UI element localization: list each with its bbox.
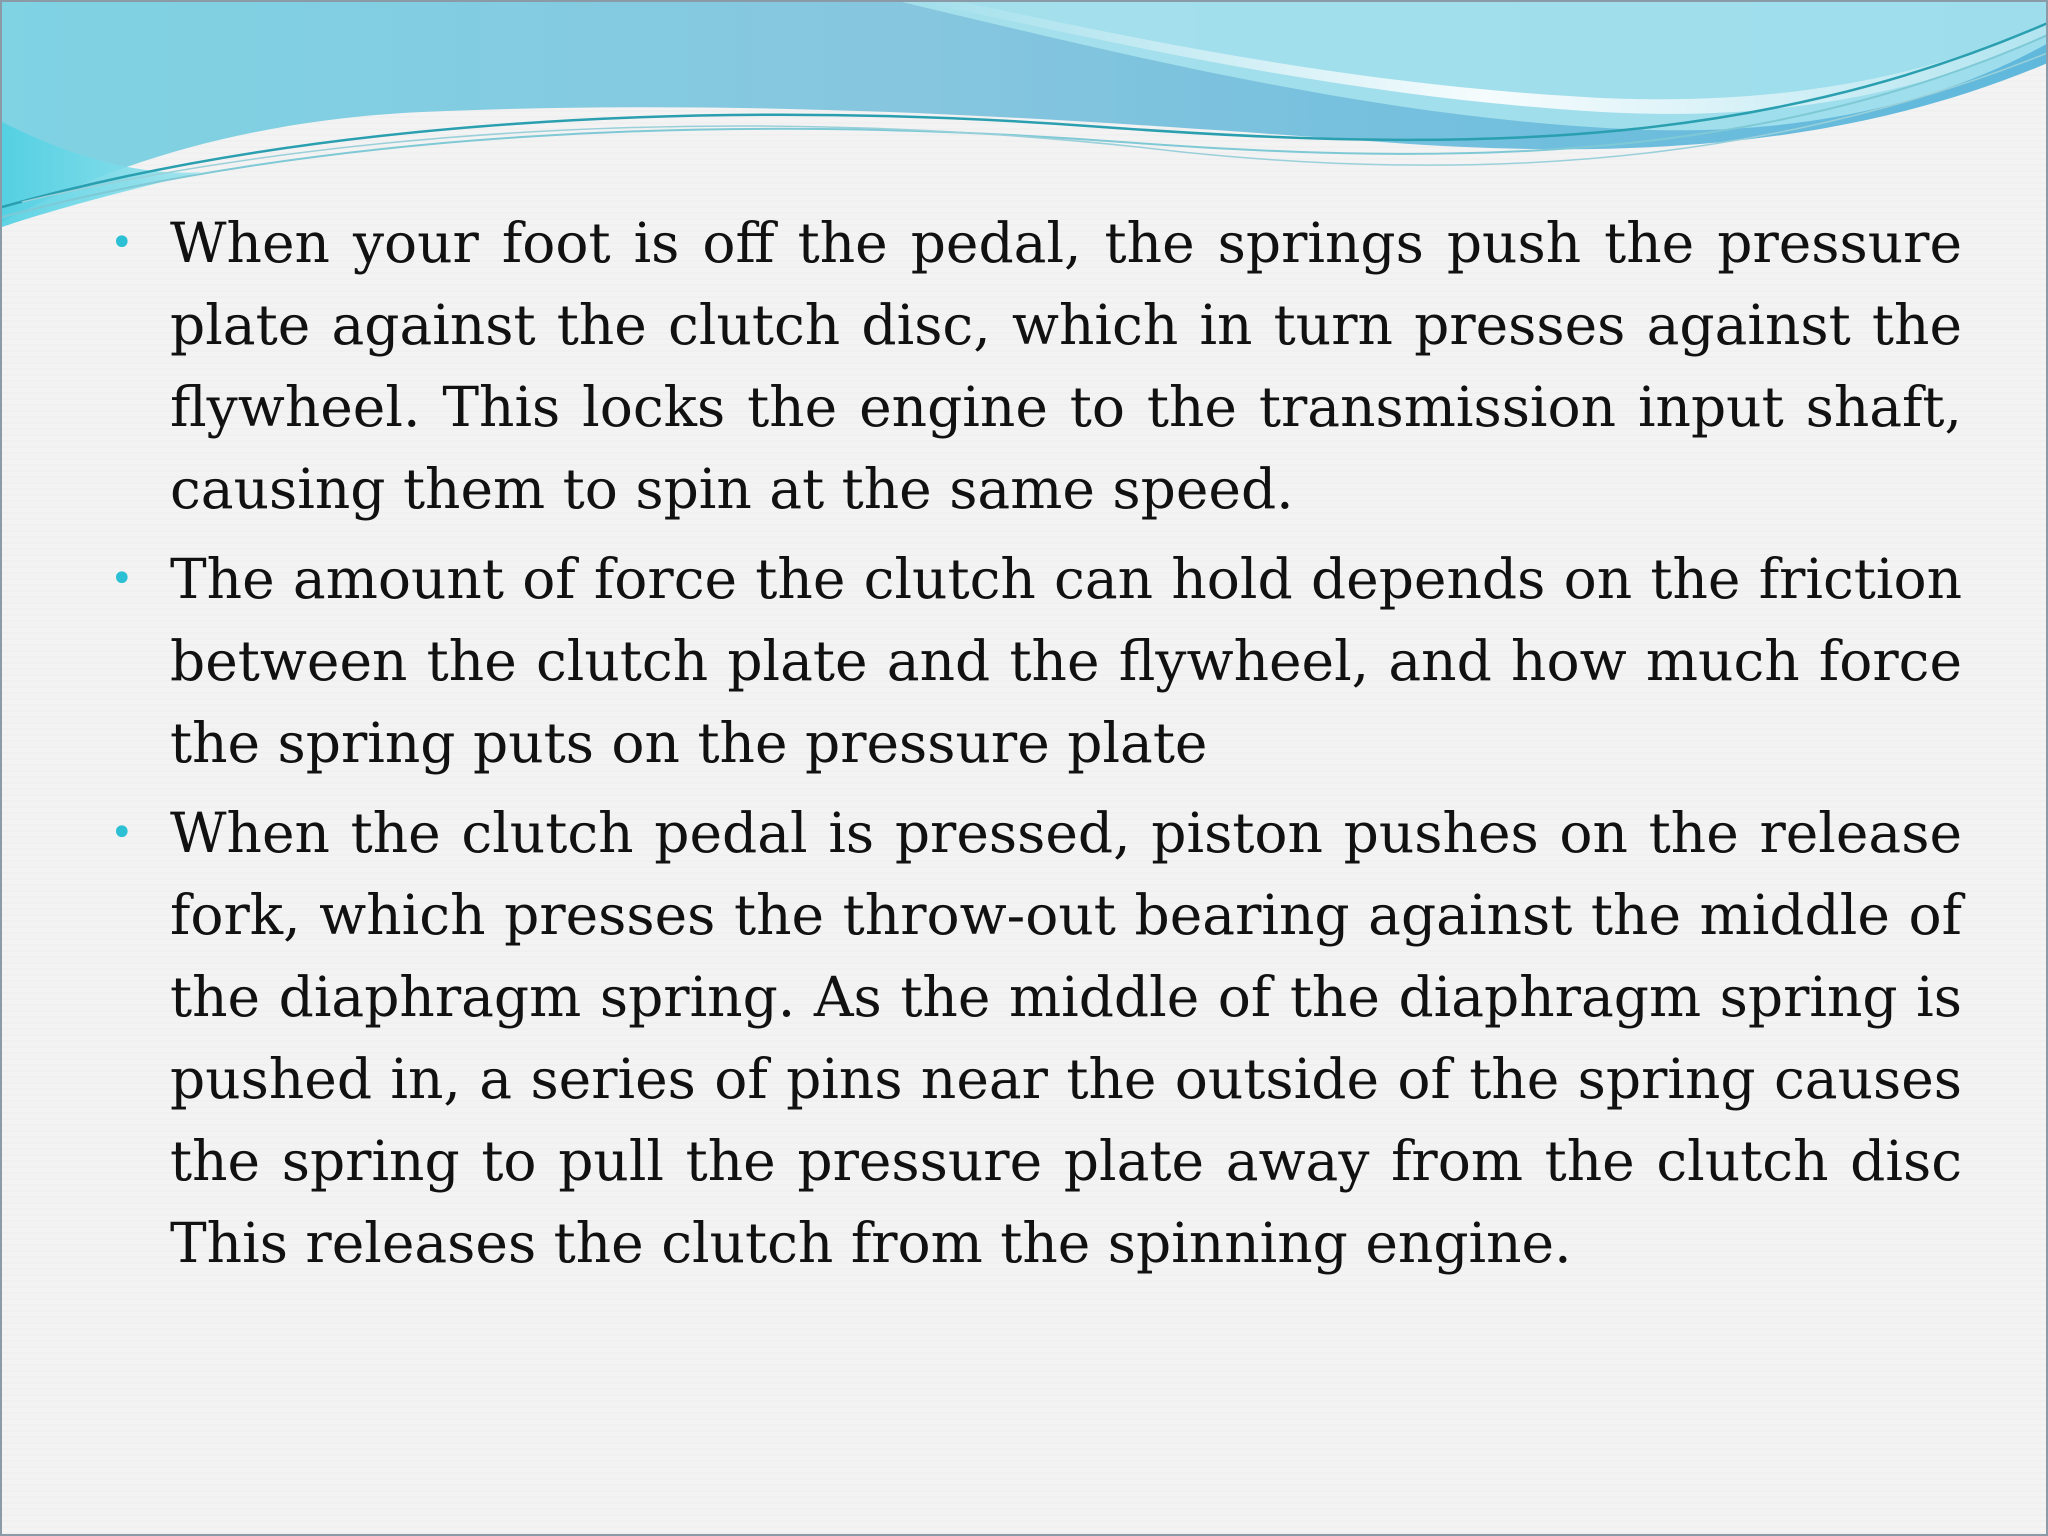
bullet-list bbox=[102, 202, 1962, 1284]
bullet-text: When the clutch pedal is pressed, piston pushes on the release fork, which presses the throw-out bearing against the middle of the diaphragm spring. As the middle of the diaphragm spring is pushed in, a series of pins near the outside of the spring causes the spring to pull the pressure plate away from the clutch disc This releases the clutch from the spinning engine. bbox=[170, 801, 1962, 1275]
bullet-item bbox=[102, 792, 1962, 1284]
bullet-icon: • bbox=[110, 810, 134, 856]
bullet-list-container bbox=[102, 202, 1962, 1292]
bullet-text: The amount of force the clutch can hold depends on the friction between the clutch plate and the flywheel, and how much force the spring puts on the pressure plate bbox=[170, 547, 1962, 775]
bullet-icon: • bbox=[110, 220, 134, 266]
bullet-icon: • bbox=[110, 556, 134, 602]
bullet-text: When your foot is off the pedal, the springs push the pressure plate against the clutch disc, which in turn presses against the flywheel. This locks the engine to the transmission input shaft, causing them to spin at the same speed. bbox=[170, 211, 1962, 521]
bullet-item bbox=[102, 538, 1962, 784]
bullet-item bbox=[102, 202, 1962, 530]
